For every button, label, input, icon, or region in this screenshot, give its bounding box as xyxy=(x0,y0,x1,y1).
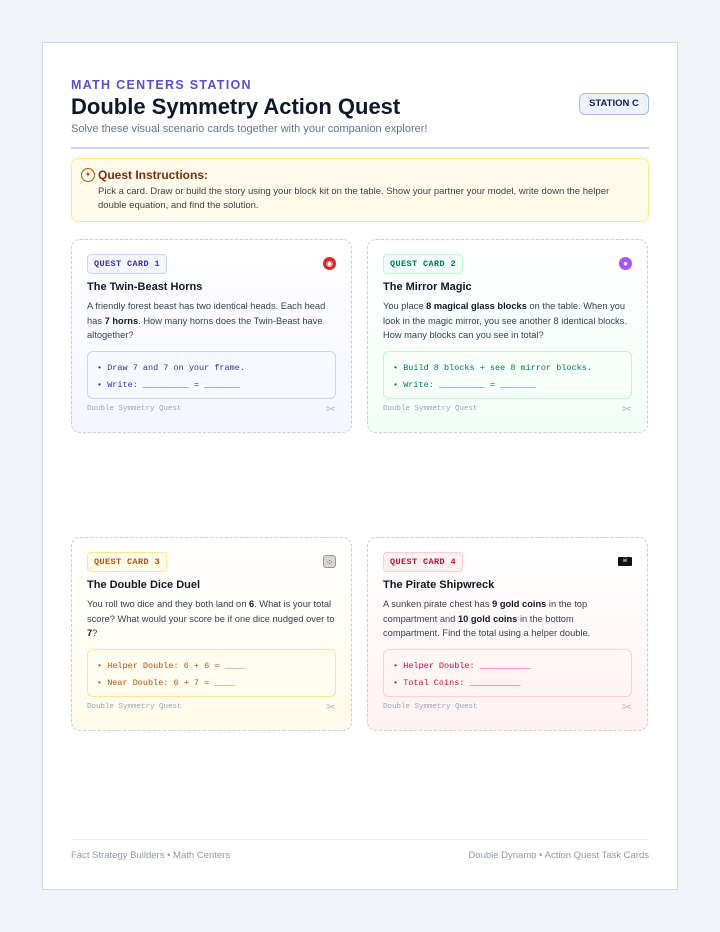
quest-card-title: The Twin-Beast Horns xyxy=(87,281,203,293)
instructions-box xyxy=(71,158,649,222)
page-title: Double Symmetry Action Quest xyxy=(71,94,401,119)
work-line: • Draw 7 and 7 on your frame. xyxy=(97,363,245,373)
quest-card-badge: QUEST CARD 4 xyxy=(383,552,463,572)
quest-card-badge: QUEST CARD 2 xyxy=(383,254,463,274)
instructions-body: Pick a card. Draw or build the story using your block kit on the table. Show your partner your model, write down the helper double equation, and find the solution. xyxy=(98,186,610,211)
instructions-title: Quest Instructions: xyxy=(98,168,209,182)
scissors-icon: ✂ xyxy=(325,402,336,416)
dice-icon: ⁘ xyxy=(323,555,336,568)
scissors-icon: ✂ xyxy=(621,700,632,714)
quest-card-text: A sunken pirate chest has 9 gold coins in the top compartment and 10 gold coins in the bottom compartment. Find the total using a helper double. xyxy=(383,599,591,638)
work-box[interactable] xyxy=(87,351,336,399)
beast-face-icon: ◉ xyxy=(323,257,336,270)
work-box[interactable] xyxy=(87,649,336,697)
work-box[interactable] xyxy=(383,351,632,399)
card-footer-label: Double Symmetry Quest xyxy=(383,703,478,711)
work-box[interactable] xyxy=(383,649,632,697)
quest-card-text: You roll two dice and they both land on 6. What is your total score? What would your score be if one dice nudged over to 7? xyxy=(87,599,335,638)
footer-left: Fact Strategy Builders • Math Centers xyxy=(71,850,231,861)
quest-card-2 xyxy=(367,239,648,433)
work-line: • Build 8 blocks + see 8 mirror blocks. xyxy=(393,363,592,373)
work-line: • Write: _________ = _______ xyxy=(393,380,536,390)
quest-card-3 xyxy=(71,537,352,731)
crystal-ball-icon: ● xyxy=(619,257,632,270)
quest-card-badge: QUEST CARD 3 xyxy=(87,552,167,572)
scissors-icon: ✂ xyxy=(325,700,336,714)
task-card-page xyxy=(42,42,678,890)
work-line: • Total Coins: __________ xyxy=(393,678,521,688)
card-footer-label: Double Symmetry Quest xyxy=(87,405,182,413)
station-badge: STATION C xyxy=(579,93,649,115)
work-line: • Helper Double: 6 + 6 = ____ xyxy=(97,661,245,671)
quest-card-badge: QUEST CARD 1 xyxy=(87,254,167,274)
page-subtitle: Solve these visual scenario cards together with your companion explorer! xyxy=(71,123,428,135)
pirate-flag-icon: ☠ xyxy=(618,557,632,566)
quest-card-text: A friendly forest beast has two identical heads. Each head has 7 horns. How many horns does the Twin-Beast have altogether? xyxy=(87,301,326,340)
quest-card-title: The Mirror Magic xyxy=(383,281,472,293)
quest-card-title: The Double Dice Duel xyxy=(87,579,201,591)
scissors-icon: ✂ xyxy=(621,402,632,416)
card-footer-label: Double Symmetry Quest xyxy=(383,405,478,413)
quest-card-1 xyxy=(71,239,352,433)
quest-card-4 xyxy=(367,537,648,731)
footer-right: Double Dynamo • Action Quest Task Cards xyxy=(468,850,649,861)
card-footer-label: Double Symmetry Quest xyxy=(87,703,182,711)
work-line: • Write: _________ = _______ xyxy=(97,380,240,390)
work-line: • Helper Double: __________ xyxy=(393,661,531,671)
compass-icon: ✦ xyxy=(81,168,95,182)
quest-card-text: You place 8 magical glass blocks on the table. When you look in the magic mirror, you see another 8 identical blocks. How many blocks can you see in total? xyxy=(383,301,627,340)
header-divider xyxy=(71,147,649,149)
quest-card-title: The Pirate Shipwreck xyxy=(383,579,495,591)
page-footer xyxy=(71,839,649,861)
page-kicker: MATH CENTERS STATION xyxy=(71,78,252,92)
work-line: • Near Double: 6 + 7 = ____ xyxy=(97,678,235,688)
